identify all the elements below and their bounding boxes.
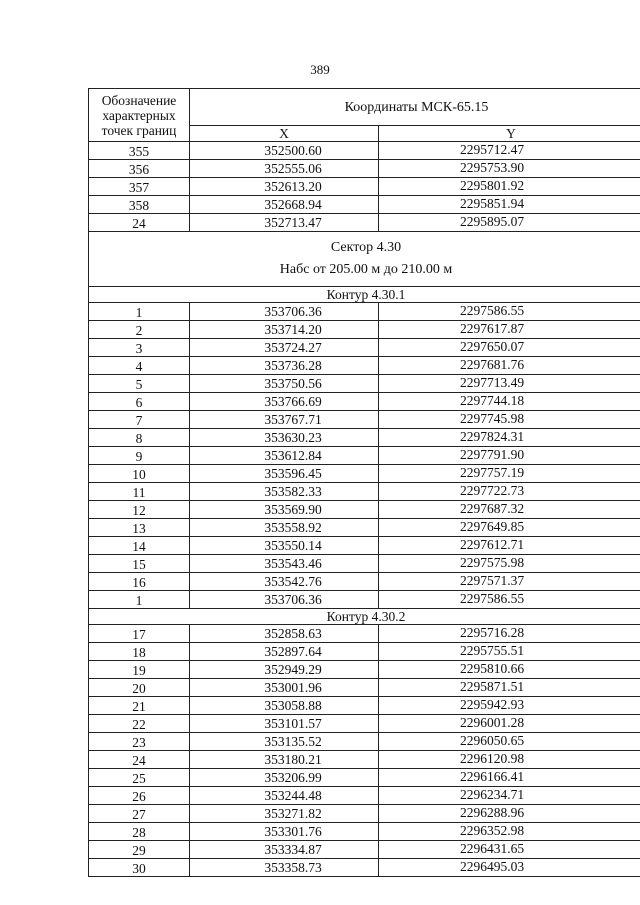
page-number: 389 xyxy=(310,62,330,77)
x-coordinate: 353612.84 xyxy=(190,447,379,465)
point-number: 357 xyxy=(89,178,190,196)
table-row xyxy=(89,411,640,429)
point-number: 16 xyxy=(89,573,190,591)
coordinates-title: Координаты МСК-65.15 xyxy=(190,89,640,126)
y-coordinate: 2297824.31 xyxy=(379,429,640,447)
point-number: 12 xyxy=(89,501,190,519)
contour-heading-2: Контур 4.30.2 xyxy=(89,609,640,625)
x-coordinate: 353244.48 xyxy=(190,787,379,805)
point-number: 358 xyxy=(89,196,190,214)
point-number: 18 xyxy=(89,643,190,661)
x-coordinate: 353135.52 xyxy=(190,733,379,751)
y-coordinate: 2295871.51 xyxy=(379,679,640,697)
table-row xyxy=(89,339,640,357)
point-number: 20 xyxy=(89,679,190,697)
point-column-header-line-2: характерных xyxy=(102,107,176,123)
point-column-header-line-3: точек границ xyxy=(101,122,177,138)
x-coordinate: 352897.64 xyxy=(190,643,379,661)
x-coordinate: 352613.20 xyxy=(190,178,379,196)
table-row xyxy=(89,643,640,661)
point-number: 1 xyxy=(89,303,190,321)
sector-row xyxy=(89,232,640,287)
coordinates-table-body xyxy=(89,89,640,877)
point-column-header xyxy=(89,89,190,142)
y-coordinate: 2295810.66 xyxy=(379,661,640,679)
y-coordinate: 2295801.92 xyxy=(379,178,640,196)
point-number: 26 xyxy=(89,787,190,805)
y-coordinate: 2297586.55 xyxy=(379,303,640,321)
table-row xyxy=(89,214,640,232)
x-coordinate: 353180.21 xyxy=(190,751,379,769)
point-number: 23 xyxy=(89,733,190,751)
y-coordinate: 2297745.98 xyxy=(379,411,640,429)
x-coordinate: 352500.60 xyxy=(190,142,379,160)
point-number: 22 xyxy=(89,715,190,733)
x-coordinate: 353706.36 xyxy=(190,303,379,321)
point-number: 2 xyxy=(89,321,190,339)
table-row xyxy=(89,357,640,375)
x-coordinate: 353543.46 xyxy=(190,555,379,573)
x-coordinate: 353358.73 xyxy=(190,859,379,877)
point-number: 24 xyxy=(89,751,190,769)
x-coordinate: 352713.47 xyxy=(190,214,379,232)
x-coordinate: 353596.45 xyxy=(190,465,379,483)
point-number: 356 xyxy=(89,160,190,178)
table-row xyxy=(89,733,640,751)
x-coordinate: 353706.36 xyxy=(190,591,379,609)
table-row xyxy=(89,787,640,805)
point-number: 11 xyxy=(89,483,190,501)
x-coordinate: 353569.90 xyxy=(190,501,379,519)
table-row xyxy=(89,751,640,769)
y-coordinate: 2297617.87 xyxy=(379,321,640,339)
x-coordinate: 352668.94 xyxy=(190,196,379,214)
table-row xyxy=(89,591,640,609)
y-coordinate: 2296001.28 xyxy=(379,715,640,733)
y-coordinate: 2296288.96 xyxy=(379,805,640,823)
point-number: 8 xyxy=(89,429,190,447)
table-row xyxy=(89,805,640,823)
point-number: 355 xyxy=(89,142,190,160)
x-coordinate: 353766.69 xyxy=(190,393,379,411)
x-coordinate: 353767.71 xyxy=(190,411,379,429)
point-number: 6 xyxy=(89,393,190,411)
x-coordinate: 352555.06 xyxy=(190,160,379,178)
y-coordinate: 2297650.07 xyxy=(379,339,640,357)
coordinates-table xyxy=(88,88,640,877)
y-coordinate: 2296234.71 xyxy=(379,787,640,805)
table-row xyxy=(89,447,640,465)
y-coordinate: 2295851.94 xyxy=(379,196,640,214)
y-coordinate: 2297571.37 xyxy=(379,573,640,591)
y-coordinate: 2297649.85 xyxy=(379,519,640,537)
point-number: 28 xyxy=(89,823,190,841)
y-coordinate: 2295712.47 xyxy=(379,142,640,160)
x-coordinate: 353334.87 xyxy=(190,841,379,859)
point-number: 4 xyxy=(89,357,190,375)
table-row xyxy=(89,178,640,196)
table-row xyxy=(89,841,640,859)
y-coordinate: 2295755.51 xyxy=(379,643,640,661)
point-number: 15 xyxy=(89,555,190,573)
point-number: 29 xyxy=(89,841,190,859)
point-number: 17 xyxy=(89,625,190,643)
table-row xyxy=(89,769,640,787)
x-coordinate: 353630.23 xyxy=(190,429,379,447)
table-row xyxy=(89,501,640,519)
point-number: 5 xyxy=(89,375,190,393)
y-coordinate: 2296120.98 xyxy=(379,751,640,769)
y-coordinate: 2296166.41 xyxy=(379,769,640,787)
y-coordinate: 2297757.19 xyxy=(379,465,640,483)
table-row xyxy=(89,859,640,877)
table-row xyxy=(89,160,640,178)
table-row xyxy=(89,555,640,573)
sector-title: Сектор 4.30 xyxy=(330,240,402,255)
y-coordinate: 2296352.98 xyxy=(379,823,640,841)
point-number: 7 xyxy=(89,411,190,429)
table-row xyxy=(89,429,640,447)
contour-heading-1: Контур 4.30.1 xyxy=(89,287,640,303)
x-coordinate: 353714.20 xyxy=(190,321,379,339)
x-coordinate: 353550.14 xyxy=(190,537,379,555)
table-row xyxy=(89,519,640,537)
table-row xyxy=(89,679,640,697)
point-number: 3 xyxy=(89,339,190,357)
x-coordinate: 353101.57 xyxy=(190,715,379,733)
point-number: 10 xyxy=(89,465,190,483)
y-coordinate: 2297722.73 xyxy=(379,483,640,501)
x-coordinate: 353542.76 xyxy=(190,573,379,591)
y-coordinate: 2297586.55 xyxy=(379,591,640,609)
table-row xyxy=(89,537,640,555)
y-coordinate: 2297575.98 xyxy=(379,555,640,573)
point-number: 13 xyxy=(89,519,190,537)
x-coordinate: 353271.82 xyxy=(190,805,379,823)
point-number: 14 xyxy=(89,537,190,555)
y-coordinate: 2297744.18 xyxy=(379,393,640,411)
y-coordinate: 2297791.90 xyxy=(379,447,640,465)
point-number: 30 xyxy=(89,859,190,877)
table-row xyxy=(89,697,640,715)
table-row xyxy=(89,661,640,679)
x-coordinate: 352949.29 xyxy=(190,661,379,679)
point-number: 9 xyxy=(89,447,190,465)
x-column-header: X xyxy=(190,126,379,142)
y-coordinate: 2297681.76 xyxy=(379,357,640,375)
x-coordinate: 353206.99 xyxy=(190,769,379,787)
y-coordinate: 2296431.65 xyxy=(379,841,640,859)
y-coordinate: 2296495.03 xyxy=(379,859,640,877)
point-number: 21 xyxy=(89,697,190,715)
table-row xyxy=(89,823,640,841)
point-number: 27 xyxy=(89,805,190,823)
table-row xyxy=(89,465,640,483)
y-coordinate: 2297612.71 xyxy=(379,537,640,555)
y-coordinate: 2295895.07 xyxy=(379,214,640,232)
x-coordinate: 353582.33 xyxy=(190,483,379,501)
table-row xyxy=(89,375,640,393)
y-column-header: Y xyxy=(379,126,640,142)
contour-heading-2-row xyxy=(89,609,640,625)
y-coordinate: 2295942.93 xyxy=(379,697,640,715)
point-number: 19 xyxy=(89,661,190,679)
x-coordinate: 353750.56 xyxy=(190,375,379,393)
point-number: 1 xyxy=(89,591,190,609)
table-row xyxy=(89,573,640,591)
x-coordinate: 353058.88 xyxy=(190,697,379,715)
table-row xyxy=(89,321,640,339)
table-row xyxy=(89,393,640,411)
table-row xyxy=(89,303,640,321)
table-row xyxy=(89,625,640,643)
contour-heading-1-row xyxy=(89,287,640,303)
table-row xyxy=(89,483,640,501)
header-row xyxy=(89,89,640,126)
x-coordinate: 353558.92 xyxy=(190,519,379,537)
x-coordinate: 353301.76 xyxy=(190,823,379,841)
x-coordinate: 353001.96 xyxy=(190,679,379,697)
table-row xyxy=(89,142,640,160)
y-coordinate: 2296050.65 xyxy=(379,733,640,751)
table-row xyxy=(89,715,640,733)
point-column-header-line-1: Обозначение xyxy=(101,92,177,108)
x-coordinate: 353736.28 xyxy=(190,357,379,375)
table-row xyxy=(89,196,640,214)
x-coordinate: 352858.63 xyxy=(190,625,379,643)
y-coordinate: 2297687.32 xyxy=(379,501,640,519)
y-coordinate: 2295753.90 xyxy=(379,160,640,178)
point-number: 24 xyxy=(89,214,190,232)
sector-heading xyxy=(89,232,640,287)
y-coordinate: 2297713.49 xyxy=(379,375,640,393)
x-coordinate: 353724.27 xyxy=(190,339,379,357)
point-number: 25 xyxy=(89,769,190,787)
y-coordinate: 2295716.28 xyxy=(379,625,640,643)
sector-subtitle: Набс от 205.00 м до 210.00 м xyxy=(279,262,453,277)
